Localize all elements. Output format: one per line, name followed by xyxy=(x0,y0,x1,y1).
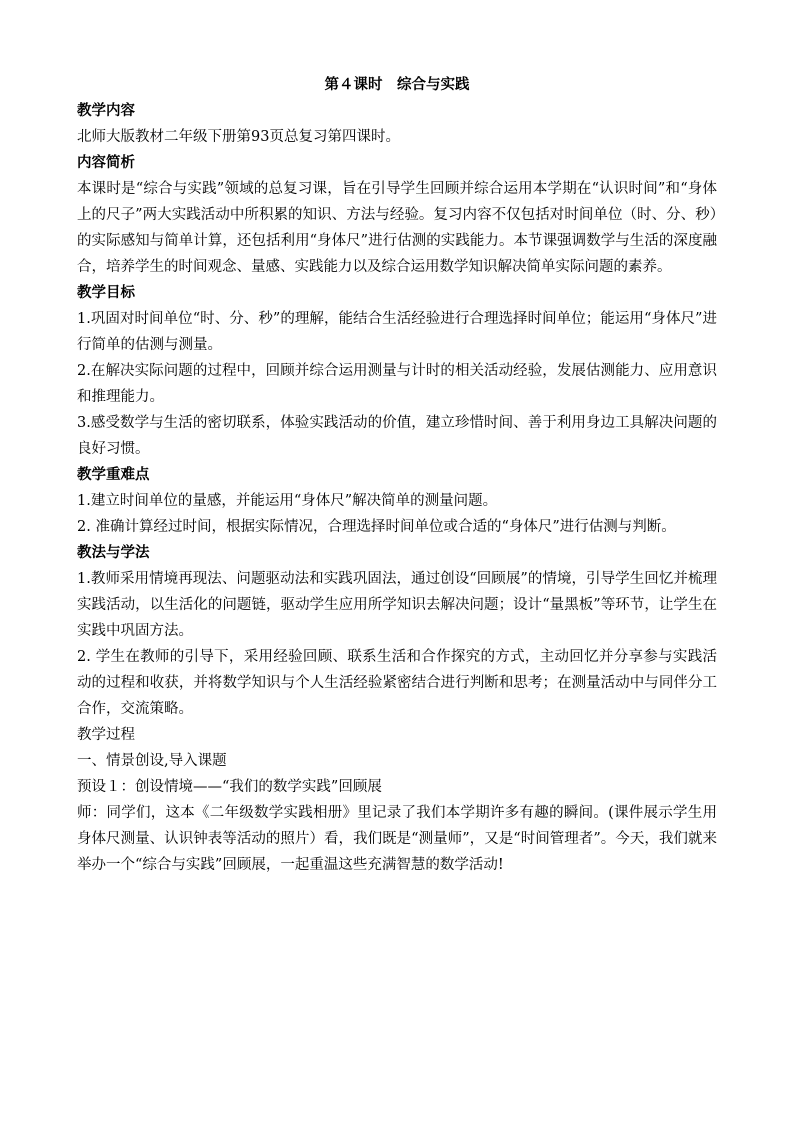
heading-teaching-content: 教学内容 xyxy=(77,102,135,119)
heading-key-difficulties: 教学重难点 xyxy=(77,466,150,483)
process-teacher-dialogue: 师：同学们，这本《二年级数学实践相册》里记录了我们本学期许多有趣的瞬间。(课件展示学生用身体尺测量、认识钟表等活动的照片）看，我们既是“测量师”，又是“时间管理者”。今天，我们就来举办一个“综合与实践”回顾展，一起重温这些充满智慧的数学活动! xyxy=(77,805,717,873)
paragraph: 本课时是“综合与实践”领域的总复习课，旨在引导学生回顾并综合运用本学期在“认识时间”和“身体上的尺子”两大实践活动中所积累的知识、方法与经验。复习内容不仅包括对时间单位（时、分、秒）的实际感知与简单计算，还包括利用“身体尺”进行估测的实践能力。本节课强调数学与生活的深度融合，培养学生的时间观念、量感、实践能力以及综合运用数学知识解决简单实际问题的素养。 xyxy=(77,181,717,275)
heading-content-analysis: 内容简析 xyxy=(77,154,135,171)
paragraph: 2. 准确计算经过时间，根据实际情况，合理选择时间单位或合适的“身体尺”进行估测与判断。 xyxy=(77,519,676,535)
paragraph: 2.在解决实际问题的过程中，回顾并综合运用测量与计时的相关活动经验，发展估测能力、应用意识和推理能力。 xyxy=(77,363,717,405)
paragraph: 3.感受数学与生活的密切联系，体验实践活动的价值，建立珍惜时间、善于利用身边工具解决问题的良好习惯。 xyxy=(77,415,717,457)
process-step-title: 一、情景创设,导入课题 xyxy=(77,753,227,769)
process-heading: 教学过程 xyxy=(77,727,135,743)
paragraph: 2. 学生在教师的引导下，采用经验回顾、联系生活和合作探究的方式，主动回忆并分享参与实践活动的过程和收获，并将数学知识与个人生活经验紧密结合进行判断和思考；在测量活动中与同伴分工合作，交流策略。 xyxy=(77,649,717,717)
paragraph: 1.巩固对时间单位“时、分、秒”的理解，能结合生活经验进行合理选择时间单位；能运用“身体尺”进行简单的估测与测量。 xyxy=(77,311,717,353)
paragraph: 1.教师采用情境再现法、问题驱动法和实践巩固法，通过创设“回顾展”的情境，引导学生回忆并梳理实践活动，以生活化的问题链，驱动学生应用所学知识去解决问题；设计“量黑板”等环节，让学生在实践中巩固方法。 xyxy=(77,571,717,639)
document-page xyxy=(77,72,717,878)
paragraph: 北师大版教材二年级下册第93页总复习第四课时。 xyxy=(77,129,400,145)
page-title: 第４课时 综合与实践 xyxy=(324,76,470,93)
heading-teaching-goals: 教学目标 xyxy=(77,284,135,301)
process-preset: 预设１：创设情境——“我们的数学实践”回顾展 xyxy=(77,779,382,795)
paragraph: 1.建立时间单位的量感，并能运用“身体尺”解决简单的测量问题。 xyxy=(77,493,498,509)
heading-methods: 教法与学法 xyxy=(77,544,150,561)
